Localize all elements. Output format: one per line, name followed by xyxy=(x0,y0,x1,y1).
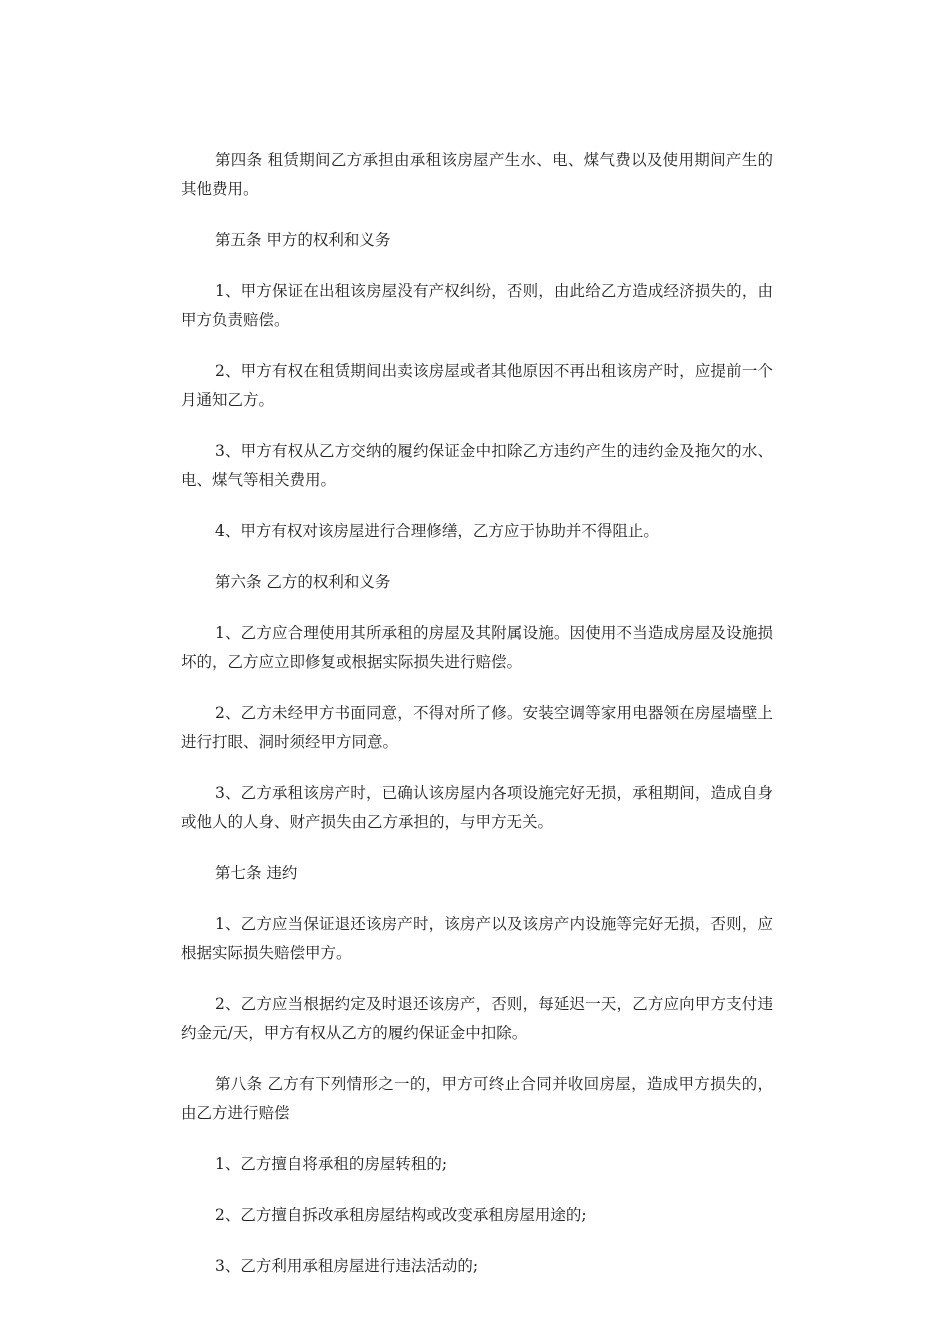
article-5-item-3: 3、甲方有权从乙方交纳的履约保证金中扣除乙方违约产生的违约金及拖欠的水、电、煤气等相关费用。 xyxy=(181,442,773,489)
article-6-item-2: 2、乙方未经甲方书面同意，不得对所了修。安装空调等家用电器领在房屋墙壁上进行打眼、洞时须经甲方同意。 xyxy=(181,704,773,751)
article-6-item-1: 1、乙方应合理使用其所承租的房屋及其附属设施。因使用不当造成房屋及设施损坏的，乙方应立即修复或根据实际损失进行赔偿。 xyxy=(181,624,773,671)
article-6-item-3: 3、乙方承租该房产时，已确认该房屋内各项设施完好无损，承租期间，造成自身或他人的人身、财产损失由乙方承担的，与甲方无关。 xyxy=(181,784,773,831)
article-5-item-1: 1、甲方保证在出租该房屋没有产权纠纷，否则，由此给乙方造成经济损失的，由甲方负责赔偿。 xyxy=(181,282,773,329)
article-8-heading: 第八条 乙方有下列情形之一的，甲方可终止合同并收回房屋，造成甲方损失的，由乙方进行赔偿 xyxy=(181,1075,773,1122)
article-8-item-2: 2、乙方擅自拆改承租房屋结构或改变承租房屋用途的; xyxy=(215,1206,587,1224)
article-7-heading: 第七条 违约 xyxy=(215,864,298,882)
article-7-item-1: 1、乙方应当保证退还该房产时，该房产以及该房产内设施等完好无损，否则，应根据实际损失赔偿甲方。 xyxy=(181,915,773,962)
article-7-item-2: 2、乙方应当根据约定及时退还该房产，否则，每延迟一天，乙方应向甲方支付违约金元/天，甲方有权从乙方的履约保证金中扣除。 xyxy=(181,995,773,1042)
article-5-heading: 第五条 甲方的权利和义务 xyxy=(215,231,391,249)
article-6-heading: 第六条 乙方的权利和义务 xyxy=(215,573,391,591)
document-body xyxy=(181,146,773,1303)
article-8-item-3: 3、乙方利用承租房屋进行违法活动的; xyxy=(215,1257,479,1275)
article-5-item-2: 2、甲方有权在租赁期间出卖该房屋或者其他原因不再出租该房产时，应提前一个月通知乙方。 xyxy=(181,362,773,409)
article-5-item-4: 4、甲方有权对该房屋进行合理修缮，乙方应于协助并不得阻止。 xyxy=(215,522,659,540)
article-8-item-1: 1、乙方擅自将承租的房屋转租的; xyxy=(215,1155,448,1173)
article-4-paragraph: 第四条 租赁期间乙方承担由承租该房屋产生水、电、煤气费以及使用期间产生的其他费用。 xyxy=(181,151,773,198)
